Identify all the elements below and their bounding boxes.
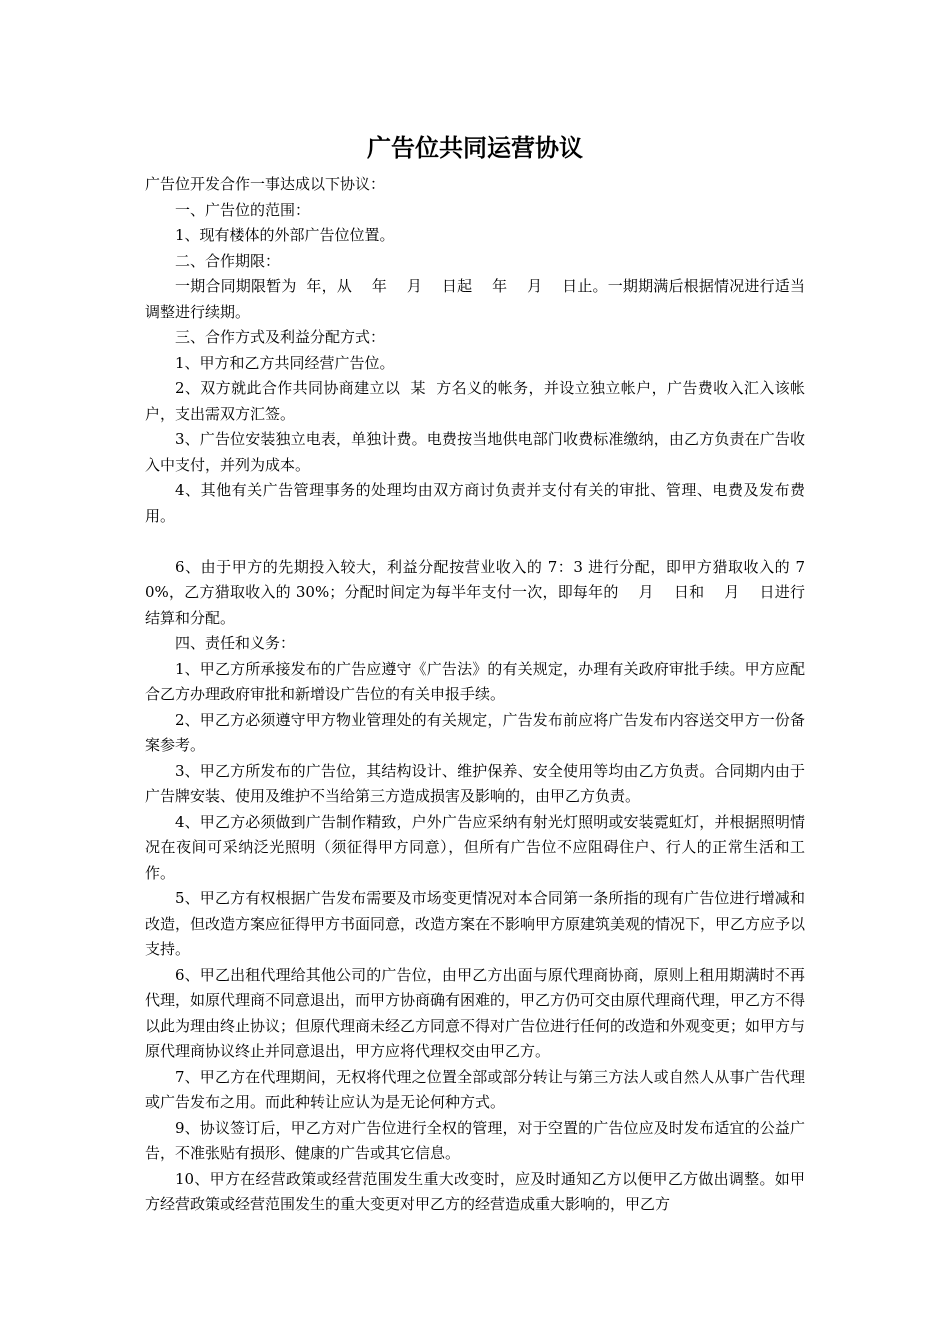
paragraph: 三、合作方式及利益分配方式： xyxy=(175,328,386,346)
paragraph: 10、甲方在经营政策或经营范围发生重大改变时，应及时通知乙方以便甲乙方做出调整。如甲方经营政策或经营范围发生的重大变更对甲乙方的经营造成重大影响的，甲乙方 xyxy=(145,1169,805,1213)
document-title: 广告位共同运营协议 xyxy=(367,133,583,162)
paragraph: 1、甲方和乙方共同经营广告位。 xyxy=(175,353,395,372)
paragraph: 6、由于甲方的先期投入较大，利益分配按营业收入的 7：3 进行分配，即甲方猎取收入的 70%，乙方猎取收入的 30%；分配时间定为每半年支付一次，即每年的 月 日和 月 日进行结算和分配。 xyxy=(145,557,805,627)
paragraph: 5、甲乙方有权根据广告发布需要及市场变更情况对本合同第一条所指的现有广告位进行增减和改造，但改造方案应征得甲方书面同意，改造方案在不影响甲方原建筑美观的情况下，甲乙方应予以支持。 xyxy=(145,889,806,958)
paragraph: 4、其他有关广告管理事务的处理均由双方商讨负责并支付有关的审批、管理、电费及发布费用。 xyxy=(145,481,805,525)
paragraph: 4、甲乙方必须做到广告制作精致，户外广告应采纳有射光灯照明或安装霓虹灯，并根据照明情况在夜间可采纳泛光照明（须征得甲方同意），但所有广告位不应阻碍住户、行人的正常生活和工作。 xyxy=(145,812,805,882)
document-body xyxy=(145,172,805,1218)
paragraph: 四、责任和义务： xyxy=(175,634,296,652)
paragraph: 7、甲乙方在代理期间，无权将代理之位置全部或部分转让与第三方法人或自然人从事广告代理或广告发布之用。而此种转让应认为是无论何种方式。 xyxy=(145,1067,805,1111)
paragraph: 2、双方就此合作共同协商建立以 某 方名义的帐务，并设立独立帐户，广告费收入汇入该帐户，支出需双方汇签。 xyxy=(145,379,805,423)
paragraph: 3、甲乙方所发布的广告位，其结构设计、维护保养、安全使用等均由乙方负责。合同期内由于广告牌安装、使用及维护不当给第三方造成损害及影响的，由甲乙方负责。 xyxy=(145,761,805,805)
paragraph: 1、甲乙方所承接发布的广告应遵守《广告法》的有关规定，办理有关政府审批手续。甲方应配合乙方办理政府审批和新增设广告位的有关申报手续。 xyxy=(145,659,805,703)
paragraph: 1、现有楼体的外部广告位位置。 xyxy=(175,226,395,244)
paragraph: 3、广告位安装独立电表，单独计费。电费按当地供电部门收费标准缴纳，由乙方负责在广告收入中支付，并列为成本。 xyxy=(145,430,805,474)
paragraph: 2、甲乙方必须遵守甲方物业管理处的有关规定，广告发布前应将广告发布内容送交甲方一份备案参考。 xyxy=(145,710,805,754)
paragraph: 6、甲乙出租代理给其他公司的广告位，由甲乙方出面与原代理商协商，原则上租用期满时不再代理，如原代理商不同意退出，而甲方协商确有困难的，甲乙方仍可交由原代理商代理，甲乙方不得以此为理由终止协议；但原代理商未经乙方同意不得对广告位进行任何的改造和外观变更；如甲方与原代理商协议终止并同意退出，甲方应将代理权交由甲乙方。 xyxy=(145,965,806,1060)
paragraph: 一、广告位的范围： xyxy=(175,200,311,219)
paragraph: 广告位开发合作一事达成以下协议： xyxy=(145,175,386,193)
paragraph: 一期合同期限暂为 年，从 年 月 日起 年 月 日止。一期期满后根据情况进行适当调整进行续期。 xyxy=(145,277,805,321)
paragraph: 二、合作期限： xyxy=(175,251,281,270)
paragraph: 9、协议签订后，甲乙方对广告位进行全权的管理，对于空置的广告位应及时发布适宜的公益广告，不准张贴有损形、健康的广告或其它信息。 xyxy=(145,1118,805,1162)
blank-paragraph xyxy=(145,529,805,555)
document-page xyxy=(145,128,805,1218)
